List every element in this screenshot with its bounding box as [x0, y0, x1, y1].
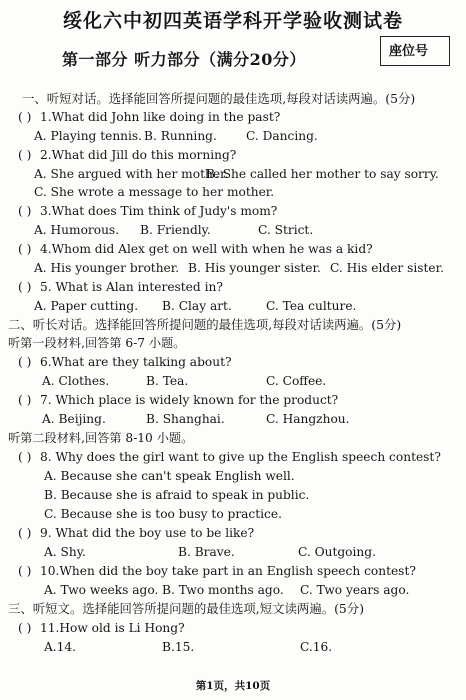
question-10: [18, 562, 416, 580]
material-instruction-1: 听第一段材料,回答第 6-7 小题。: [8, 336, 186, 350]
option-c[interactable]: C. Dancing.: [246, 129, 318, 143]
option-c[interactable]: C. Strict.: [258, 223, 314, 237]
answer-blank[interactable]: ( ): [18, 564, 32, 578]
answer-blank[interactable]: ( ): [18, 450, 32, 464]
option-b[interactable]: B. Brave.: [178, 545, 235, 559]
options-10: [0, 581, 466, 599]
question-8: [18, 448, 441, 466]
option-a[interactable]: A. His younger brother.: [34, 261, 180, 275]
question-5: [18, 278, 223, 296]
options-6: [0, 372, 466, 390]
options-5: [0, 297, 466, 315]
option-b[interactable]: B. She called her mother to say sorry.: [206, 167, 439, 181]
question-text: 11.How old is Li Hong?: [40, 621, 185, 635]
question-text: 1.What did John like doing in the past?: [40, 110, 281, 124]
option-c[interactable]: C. Tea culture.: [266, 299, 357, 313]
answer-blank[interactable]: ( ): [18, 242, 32, 256]
question-6: [18, 353, 232, 371]
options-7: [0, 410, 466, 428]
options-2: [0, 165, 466, 183]
question-text: 4.Whom did Alex get on well with when he was a kid?: [40, 242, 373, 256]
option-a[interactable]: A. Two weeks ago.: [44, 583, 159, 597]
answer-blank[interactable]: ( ): [18, 393, 32, 407]
option-b[interactable]: B. Tea.: [146, 374, 189, 388]
option-c[interactable]: C. Hangzhou.: [266, 412, 350, 426]
answer-blank[interactable]: ( ): [18, 110, 32, 124]
seat-number-box[interactable]: [380, 36, 450, 66]
section-heading-2: 二、听长对话。选择能回答所提问题的最佳选项,每段对话读两遍。(5分): [8, 317, 402, 332]
question-text: 10.When did the boy take part in an English speech contest?: [40, 564, 416, 578]
option-a[interactable]: A. Paper cutting.: [34, 299, 139, 313]
options-2-cont: [0, 183, 466, 201]
option-c[interactable]: C. She wrote a message to her mother.: [34, 185, 275, 199]
option-a[interactable]: A. Humorous.: [34, 223, 120, 237]
options-8-c: [0, 505, 466, 523]
material-instruction-2: 听第二段材料,回答第 8-10 小题。: [8, 431, 194, 445]
question-text: 3.What does Tim think of Judy's mom?: [40, 204, 278, 218]
question-text: 6.What are they talking about?: [40, 355, 232, 369]
answer-blank[interactable]: ( ): [18, 204, 32, 218]
options-4: [0, 259, 466, 277]
answer-blank[interactable]: ( ): [18, 621, 32, 635]
question-text: 2.What did Jill do this morning?: [40, 148, 237, 162]
question-7: [18, 391, 338, 409]
seat-number-label: 座位号: [389, 44, 429, 59]
options-3: [0, 221, 466, 239]
exam-title: 绥化六中初四英语学科开学验收测试卷: [62, 10, 403, 32]
answer-blank[interactable]: ( ): [18, 148, 32, 162]
option-a[interactable]: A. Clothes.: [42, 374, 110, 388]
section-heading-1: 一、听短对话。选择能回答所提问题的最佳选项,每段对话读两遍。(5分): [22, 91, 416, 106]
option-c[interactable]: C. Two years ago.: [300, 583, 410, 597]
option-b[interactable]: B. His younger sister.: [188, 261, 321, 275]
option-b[interactable]: B. Clay art.: [162, 299, 232, 313]
question-2: [18, 146, 236, 164]
question-1: [18, 108, 280, 126]
options-1: [0, 127, 466, 145]
option-b[interactable]: B. Because she is afraid to speak in public.: [44, 488, 310, 502]
options-8-a: [0, 467, 466, 485]
question-text: 9. What did the boy use to be like?: [40, 526, 255, 540]
option-a[interactable]: A. She argued with her mother.: [34, 167, 229, 181]
question-text: 7. Which place is widely known for the product?: [40, 393, 339, 407]
option-c[interactable]: C. Coffee.: [266, 374, 327, 388]
question-3: [18, 202, 277, 220]
question-9: [18, 524, 254, 542]
part-one-heading: 第一部分 听力部分（满分20分）: [62, 50, 306, 69]
option-c[interactable]: C. Outgoing.: [298, 545, 376, 559]
question-11: [18, 619, 185, 637]
option-b[interactable]: B. Running.: [144, 129, 217, 143]
question-text: 5. What is Alan interested in?: [40, 280, 223, 294]
option-c[interactable]: C. His elder sister.: [330, 261, 444, 275]
options-8-b: [0, 486, 466, 504]
answer-blank[interactable]: ( ): [18, 526, 32, 540]
option-a[interactable]: A. Shy.: [44, 545, 86, 559]
options-11: [0, 638, 466, 656]
page-footer: 第1页，共10页: [195, 680, 271, 692]
answer-blank[interactable]: ( ): [18, 280, 32, 294]
option-a[interactable]: A.14.: [44, 640, 77, 654]
option-c[interactable]: C.16.: [300, 640, 333, 654]
option-b[interactable]: B. Shanghai.: [146, 412, 225, 426]
option-b[interactable]: B. Friendly.: [140, 223, 211, 237]
option-a[interactable]: A. Beijing.: [42, 412, 106, 426]
answer-blank[interactable]: ( ): [18, 355, 32, 369]
option-b[interactable]: B. Two months ago.: [162, 583, 284, 597]
question-text: 8. Why does the girl want to give up the English speech contest?: [40, 450, 441, 464]
option-b[interactable]: B.15.: [162, 640, 195, 654]
options-9: [0, 543, 466, 561]
question-4: [18, 240, 373, 258]
option-a[interactable]: A. Because she can't speak English well.: [44, 469, 295, 483]
section-heading-3: 三、听短文。选择能回答所提问题的最佳选项,短文读两遍。(5分): [8, 601, 365, 616]
option-c[interactable]: C. Because she is too busy to practice.: [44, 507, 282, 521]
option-a[interactable]: A. Playing tennis.: [34, 129, 143, 143]
